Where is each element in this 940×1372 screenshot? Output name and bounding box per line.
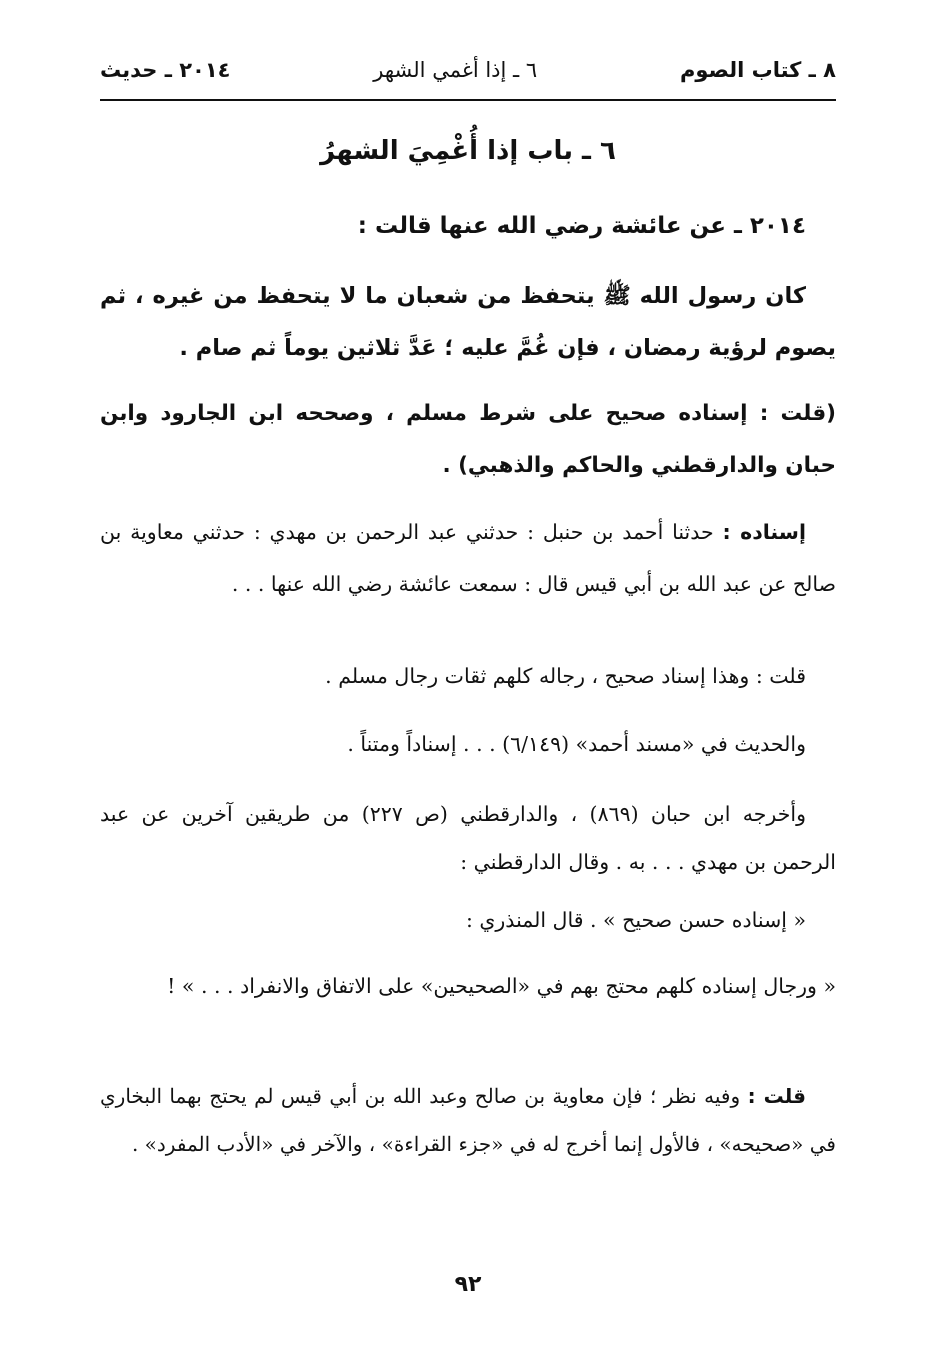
header-chapter-title: ٦ ـ إذا أغمي الشهر (373, 58, 538, 82)
critique-paragraph (100, 1072, 836, 1168)
header-book-title: ٨ ـ كتاب الصوم (679, 58, 836, 82)
book-page (100, 58, 836, 1318)
daraqutni-quote: « إسناده حسن صحيح » . قال المنذري : (465, 908, 806, 932)
chapter-title: ٦ ـ باب إذا أُغْمِيَ الشهرُ (320, 136, 616, 166)
hadith-intro: ٢٠١٤ ـ عن عائشة رضي الله عنها قالت : (357, 213, 806, 239)
header-rule (100, 99, 836, 101)
header-hadith-number: ٢٠١٤ ـ حديث (100, 58, 231, 82)
takhrij-paragraph: وأخرجه ابن حبان (٨٦٩) ، والدارقطني (ص ٢٢٧) من طريقين آخرين عن عبد الرحمن بن مهدي . . . به . وقال الدارقطني : (100, 802, 836, 874)
isnad-paragraph (100, 506, 836, 610)
critique-label: قلت : (747, 1084, 807, 1108)
sahih-note: قلت : وهذا إسناد صحيح ، رجاله كلهم ثقات رجال مسلم . (325, 664, 806, 688)
hadith-text: كان رسول الله ﷺ يتحفظ من شعبان ما لا يتحفظ من غيره ، ثم يصوم لرؤية رمضان ، فإن غُمَّ عليه ؛ عَدَّ ثلاثين يوماً ثم صام . (100, 283, 836, 361)
page-number: ٩٢ (454, 1272, 482, 1297)
isnad-label: إسناده : (722, 520, 806, 544)
mundhiri-quote: « ورجال إسناده كلهم محتج بهم في «الصحيحين» على الاتفاق والانفراد . . . » ! (167, 974, 836, 998)
critique-text: وفيه نظر ؛ فإن معاوية بن صالح وعبد الله بن أبي قيس لم يحتج بهما البخاري في «صحيحه» ، فالأول إنما أخرج له في «جزء القراءة» ، والآخر في «الأدب المفرد» . (100, 1084, 836, 1156)
isnad-text: حدثنا أحمد بن حنبل : حدثني عبد الرحمن بن مهدي : حدثني معاوية بن صالح عن عبد الله بن أبي قيس قال : سمعت عائشة رضي الله عنها . . . (100, 520, 836, 596)
grading-note: (قلت : إسناده صحيح على شرط مسلم ، وصححه ابن الجارود وابن حبان والدارقطني والحاكم والذهبي) . (100, 401, 836, 478)
musnad-reference: والحديث في «مسند أحمد» (٦/١٤٩) . . . إسناداً ومتناً . (347, 732, 806, 756)
running-head (100, 58, 836, 98)
